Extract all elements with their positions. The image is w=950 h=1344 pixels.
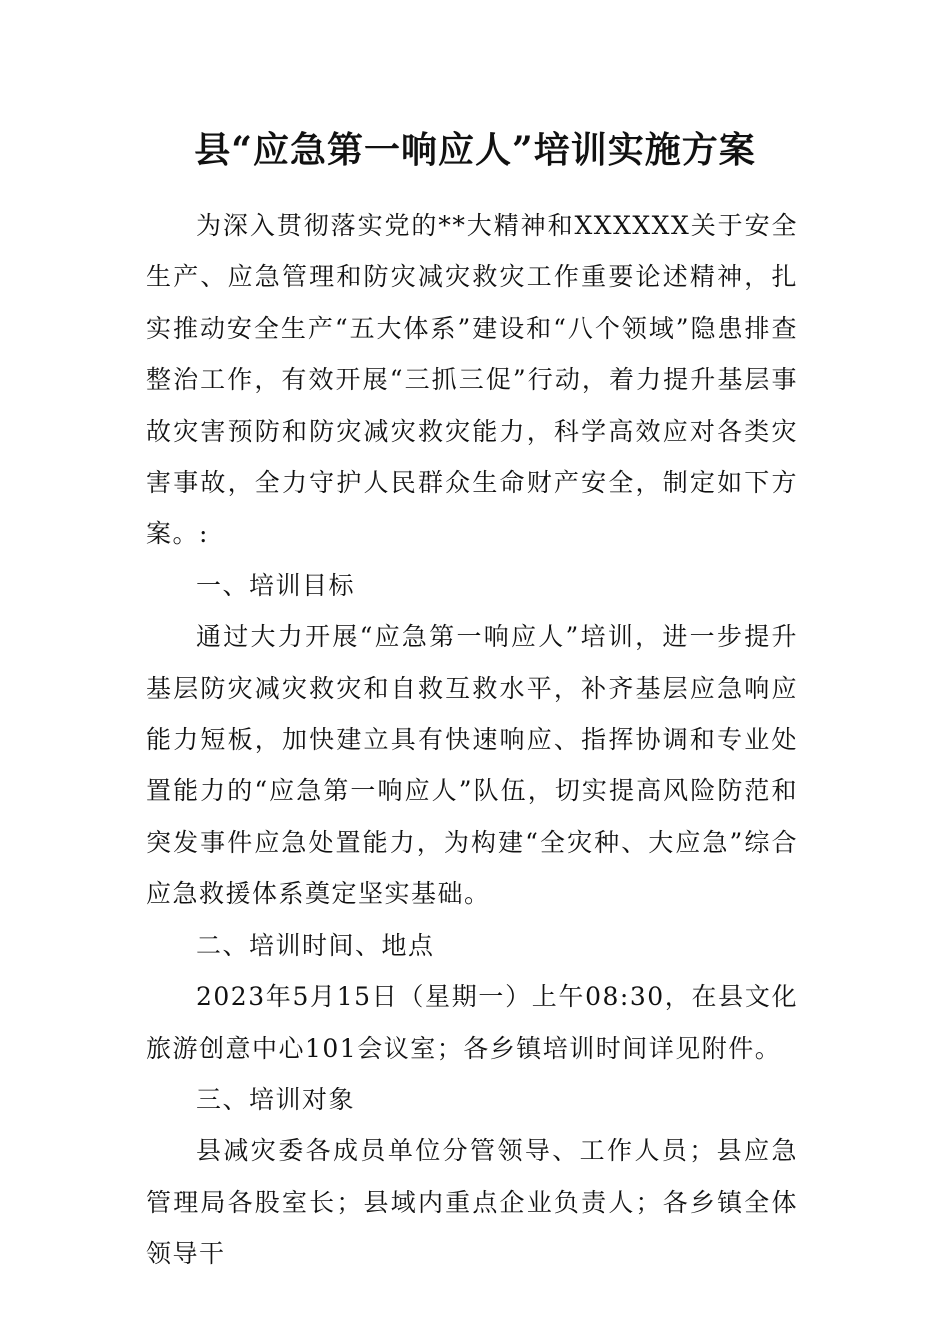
section-heading-time-place: 二、培训时间、地点 bbox=[196, 930, 435, 960]
document-body bbox=[146, 200, 798, 1280]
document-title: 县“应急第一响应人”培训实施方案 bbox=[194, 129, 756, 171]
section-heading-audience: 三、培训对象 bbox=[196, 1084, 356, 1114]
intro-paragraph: 为深入贯彻落实党的**大精神和XXXXXX关于安全生产、应急管理和防灾减灾救灾工作重要论述精神，扎实推动安全生产“五大体系”建设和“八个领域”隐患排查整治工作，有效开展“三抓三促”行动，着力提升基层事故灾害预防和防灾减灾救灾能力，科学高效应对各类灾害事故，全力守护人民群众生命财产安全，制定如下方案。: bbox=[146, 211, 798, 549]
section-text-audience: 县减灾委各成员单位分管领导、工作人员；县应急管理局各股室长；县域内重点企业负责人；各乡镇全体领导干 bbox=[146, 1136, 798, 1269]
section-text-time-place: 2023年5月15日（星期一）上午08:30，在县文化旅游创意中心101会议室；各乡镇培训时间详见附件。 bbox=[146, 982, 798, 1063]
section-text-goals: 通过大力开展“应急第一响应人”培训，进一步提升基层防灾减灾救灾和自救互救水平，补齐基层应急响应能力短板，加快建立具有快速响应、指挥协调和专业处置能力的“应急第一响应人”队伍，切实提高风险防范和突发事件应急处置能力，为构建“全灾种、大应急”综合应急救援体系奠定坚实基础。 bbox=[146, 622, 798, 909]
section-heading-goals: 一、培训目标 bbox=[196, 570, 356, 600]
